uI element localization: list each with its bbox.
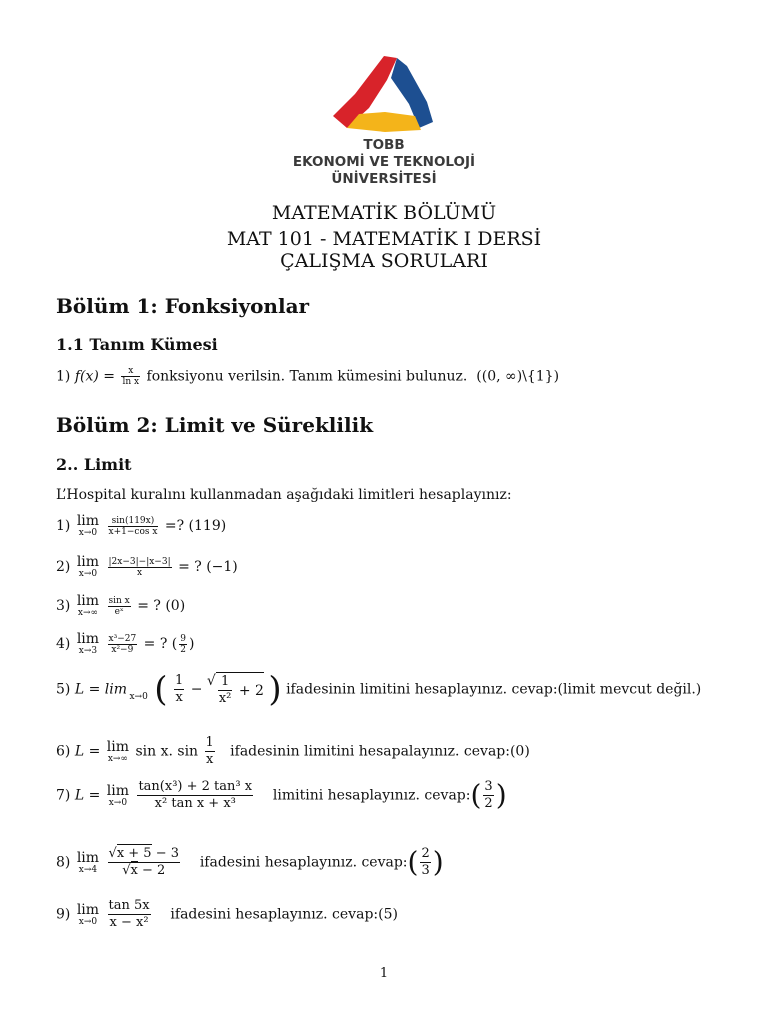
- q-number: 1): [56, 368, 71, 385]
- q-lhs: f(x) =: [74, 368, 116, 385]
- limit-question-6: 6) L = lim x→∞ sin x. sin $\frac{1}{x}$ ifadesinin limitini hesapalayınız. cevap:(0): [56, 735, 530, 767]
- limit-question-3: 3) lim x→∞ $\frac{\text{sin x}}{\text{eˣ}}$ = ? (0): [56, 593, 186, 618]
- instructions: L’Hospital kuralını kullanmadan aşağıdaki limitleri hesaplayınız:: [56, 487, 512, 503]
- section-1-heading: Bölüm 1: Fonksiyonlar: [56, 294, 310, 318]
- q-text: fonksiyonu verilsin. Tanım kümesini bulunuz.: [146, 368, 468, 385]
- logo-line-1: TOBB: [363, 137, 405, 153]
- subsection-2-heading: 2.. Limit: [56, 455, 132, 474]
- course-title: MAT 101 - MATEMATİK I DERSİ: [226, 228, 542, 250]
- limit-question-9: 9) lim x→0 $\frac{\tan 5x}{\text{x − x²}}$ ifadesini hesaplayınız. cevap:(5): [56, 898, 398, 930]
- tobb-logo-icon: [329, 52, 439, 132]
- limit-question-8: 8) lim x→4 $\frac{√x + 5 - 3}{√x - 2}$ ifadesini hesaplayınız. cevap:( $\frac{2}{3}$ ): [56, 845, 444, 879]
- limit-question-5: 5) L = lim x→0 ( $\frac{1}{x}$ − √ $\frac{1}{\text{x²}}$ + 2 ) ifadesinin limitini hesaplayınız. cevap:(limit mevcut değil.): [56, 669, 702, 710]
- subsection-1-1-heading: 1.1 Tanım Kümesi: [56, 335, 218, 354]
- logo-line-2: EKONOMİ VE TEKNOLOJİ: [292, 154, 476, 170]
- q-fraction: $\frac{x}{\text{ln x}}$: [122, 366, 140, 387]
- doc-title: ÇALIŞMA SORULARI: [280, 250, 488, 272]
- university-logo: [0, 52, 768, 132]
- question-s1-1: [56, 366, 559, 387]
- section-2-heading: Bölüm 2: Limit ve Süreklilik: [56, 413, 374, 437]
- q-answer: ((0, ∞)\{1}): [476, 368, 560, 385]
- limit-question-2: 2) lim x→0 $\frac{|2x-3|-|x-3|}{x}$ = ? (−1): [56, 554, 238, 579]
- limit-question-1: 1) lim x→0 $\frac{\sin(119x)}{\text{x+1−cos x}}$ =? (119): [56, 513, 227, 538]
- limit-question-4: 4) lim x→3 $\frac{\text{x³−27}}{\text{x²−9}}$ = ? ( $\frac{9}{2}$ ): [56, 631, 195, 656]
- dept-title: MATEMATİK BÖLÜMÜ: [271, 202, 497, 224]
- logo-line-3: ÜNİVERSİTESİ: [331, 171, 437, 187]
- page-number: 1: [379, 966, 389, 981]
- limit-question-7: 7) L = lim x→0 $\frac{\text{tan(x³) + 2 tan³ x}}{\text{x² tan x + x³}}$ limitini hesaplayınız. cevap:( $\frac{3}{2}$ ): [56, 778, 507, 812]
- square-root: √ $\frac{1}{\text{x²}}$ + 2: [206, 673, 264, 706]
